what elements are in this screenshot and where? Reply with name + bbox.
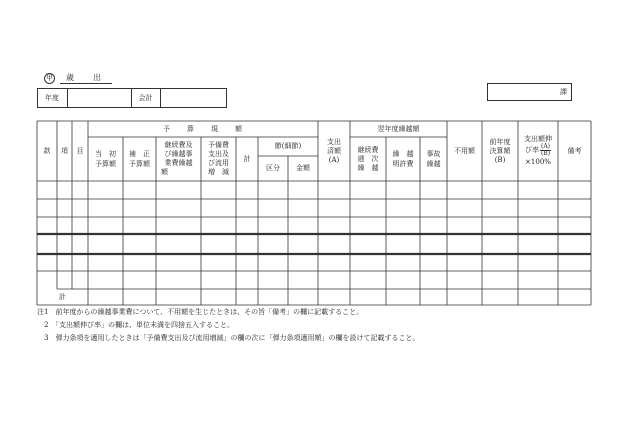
header-explicit-carry	[386, 137, 420, 181]
header-text: 繰 越	[392, 149, 414, 158]
header-text: 予備費	[208, 141, 229, 149]
header-text: 逓 次	[357, 154, 379, 163]
header-budget-current: 予 算 現 額	[163, 124, 243, 133]
header-text: ×100%	[525, 158, 551, 166]
header-kan: 款	[43, 146, 51, 155]
header-text: 継続費及	[164, 141, 193, 149]
circle-mark: 甲	[46, 74, 53, 82]
header-text: び流用	[208, 159, 229, 167]
header-subtotal: 計	[243, 154, 251, 163]
header-text: 明許費	[392, 159, 414, 168]
header-unused: 不用額	[454, 146, 475, 155]
total-row-label: 計	[59, 292, 66, 301]
division-label: 課	[560, 88, 567, 96]
fraction-denominator: (B)	[540, 150, 551, 157]
header-text: 事故	[426, 149, 441, 158]
header-initial-budget	[88, 137, 123, 181]
note-2: 2 「支出額伸び率」の欄は、単位未満を四捨五入すること。	[37, 321, 234, 329]
header-accident-carry	[420, 137, 447, 181]
header-next-year-carryover: 翌年度繰越額	[377, 124, 420, 133]
header-text: 支出	[327, 137, 341, 146]
fraction-numerator: (A)	[540, 143, 550, 150]
header-text: 予算額	[129, 159, 150, 168]
header-text: 継続費	[357, 145, 379, 154]
header-text: 補 正	[129, 149, 150, 158]
header-text: び繰越事	[164, 150, 193, 158]
header-expended	[318, 121, 350, 181]
header-text: 予算額	[95, 159, 116, 168]
header-classification: 区分	[266, 164, 280, 172]
note-3: 3 弾力条項を適用したときは「予備費支出及び流用増減」の欄の次に「弾力条項適用額」の欄を設けて記載すること。	[37, 334, 420, 342]
header-text: 支出額伸	[524, 135, 552, 143]
note-1: 注1 前年度からの繰越事業費について、不用額を生じたときは、その旨「備考」の欄に記載すること。	[37, 308, 364, 316]
header-text: 済額	[327, 146, 341, 155]
header-text: 繰 越	[357, 163, 379, 172]
header-supplementary-budget	[123, 137, 156, 181]
header-text: 額	[161, 168, 168, 176]
header-prev-year-settlement	[482, 121, 518, 181]
growth-rate-formula	[525, 144, 551, 157]
header-text: 業費繰越	[164, 159, 193, 167]
header-text: 支出及	[208, 150, 229, 158]
header-text: 増 減	[208, 168, 229, 176]
header-growth-rate	[518, 121, 558, 181]
header-amount: 金額	[296, 164, 310, 172]
page-title: 歳 出	[60, 74, 112, 84]
fiscal-year-label: 年度	[45, 93, 59, 102]
header-reserve	[201, 137, 236, 181]
header-moku: 目	[76, 146, 84, 155]
header-carryover	[156, 137, 201, 181]
header-text: 当 初	[95, 149, 116, 158]
header-continuing-carry	[350, 137, 386, 181]
header-text: (A)	[328, 155, 340, 164]
header-text: 前年度	[489, 137, 511, 146]
header-section: 節(細節)	[274, 142, 302, 150]
header-text: 決算額	[489, 146, 511, 155]
header-kou: 項	[61, 146, 68, 155]
account-label: 会計	[138, 93, 153, 102]
notes	[37, 309, 419, 342]
header-text: 繰越	[426, 159, 441, 168]
header-remarks: 備考	[567, 146, 582, 155]
header-text: (B)	[494, 155, 506, 164]
fraction	[540, 144, 551, 157]
header-text: び率	[524, 146, 539, 154]
